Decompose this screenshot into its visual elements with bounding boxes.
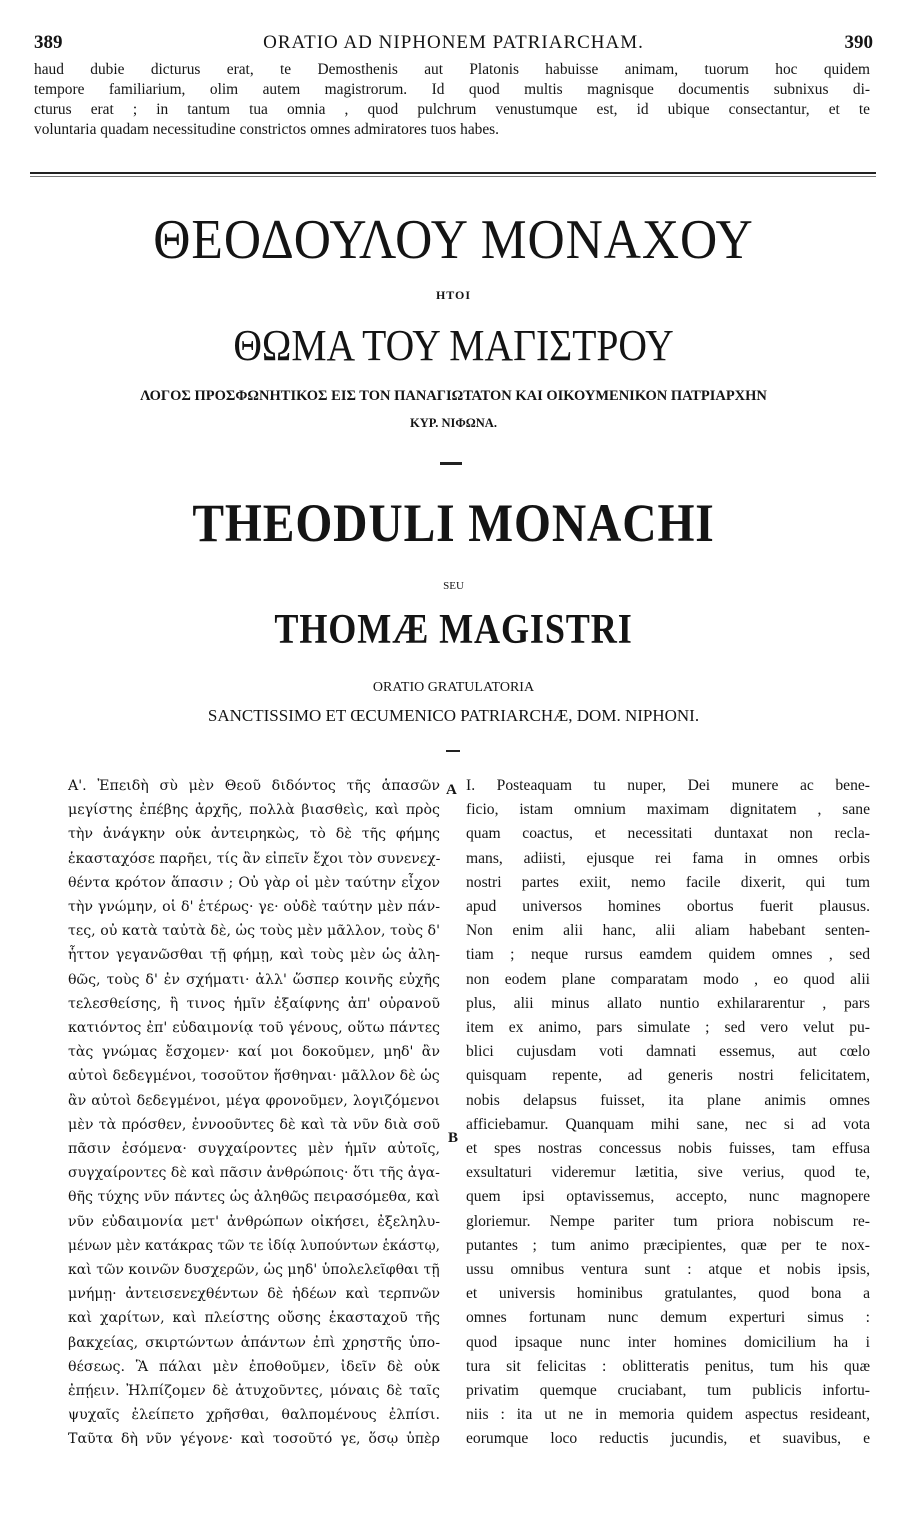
text-line: blici cujusdam voti damnati essemus, aut cœlo: [466, 1043, 870, 1061]
text-line: καὶ χαρίτων, καὶ πλείστης οὔσης ἑκασταχοῦ τῆς: [68, 1310, 440, 1327]
text-line: nostri partes exiit, nemo facile dixerit, qui tum: [466, 873, 870, 891]
margin-marker-b: B: [448, 1130, 459, 1146]
greek-subtitle-addressee: ΚΥΡ. ΝΙΦΩΝΑ.: [410, 416, 497, 430]
text-line: νῦν εὐδαιμονία μετ' ἀνθρώπων οἰκήσει, ἐξεληλυ-: [68, 1213, 440, 1230]
latin-text-column: [466, 774, 870, 1452]
text-line: βακχείας, σκιρτώντων ἁπάντων ἐπὶ χρηστῆς ὑπο-: [68, 1334, 440, 1351]
latin-sub-title: THOMÆ MAGISTRI: [274, 607, 633, 653]
title-dash: [440, 462, 462, 465]
greek-conjunction: ΗΤΟΙ: [435, 288, 472, 302]
text-line: tura sit felicitas : oblitteratis penitus, tum his quæ: [466, 1357, 870, 1375]
section-divider: [30, 172, 876, 174]
previous-text-block: [34, 60, 870, 140]
text-line: Α'. Ἐπειδὴ σὺ μὲν Θεοῦ διδόντος τῆς ἁπασῶν: [68, 778, 440, 794]
text-line: nobis delapsus fuisset, ita plane animis omnes: [466, 1091, 870, 1109]
text-line: gloriemur. Nempe pariter tum priora nobiscum re-: [466, 1212, 870, 1230]
text-line: omnes fortunam nunc demum experturi simus :: [466, 1309, 870, 1327]
text-line: quod ipsaque nunc inter homines domicilium ha i: [466, 1333, 870, 1351]
text-line: exsultaturi videremur lætitia, sive verius, quod te,: [466, 1164, 870, 1182]
text-line: quem ipsi optavissemus, accepto, nunc magnopere: [466, 1188, 870, 1206]
text-line: quisquam repente, ad generis nostri felicitatem,: [466, 1067, 870, 1085]
text-line: apud universos homines obortus fuerit plausus.: [466, 898, 870, 916]
text-line: τὰς γνώμας ἔσχομεν· καί μοι δοκοῦμεν, μηδ' ἂν: [68, 1044, 440, 1061]
text-line: cturus erat ; in tantum tua omnia , quod pulchrum venustumque est, id ubique consectantur, et te: [34, 101, 870, 118]
text-line: item ex animo, pars simulate ; sed vero velut pu-: [466, 1019, 870, 1037]
running-title: ORATIO AD NIPHONEM PATRIARCHAM.: [263, 32, 644, 53]
text-line: πᾶσιν ἐσόμενα· συγχαίροντες μὲν ἡμῖν αὐτοῖς,: [68, 1141, 440, 1158]
text-line: eorumque loco reductis jucundis, et suavibus, e: [466, 1430, 870, 1448]
text-line: τελεσθείσης, ἢ τινος ἡμῖν ἐξαίφνης ἀπ' οὐρανοῦ: [68, 995, 440, 1012]
text-line: niis : ita ut ne in memoria quidem aspectus resideant,: [466, 1406, 870, 1424]
text-line: ἐπῄειν. Ἠλπίζομεν δὲ ἀτυχοῦντες, μόναις δὲ ταῖς: [68, 1383, 440, 1400]
text-line: ficio, istam omnium maximam dignitatem , sane: [466, 801, 870, 819]
text-line: privatim quemque cruciabant, tum publicis infortu-: [466, 1382, 870, 1400]
text-line: αὐτοὶ δεδεγμένοι, τοσοῦτον ἥσθηναι· μᾶλλον δὲ ὡς: [68, 1068, 440, 1085]
text-line: et universis hominibus gratulantes, quod bona a: [466, 1285, 870, 1303]
latin-conjunction: SEU: [443, 580, 464, 592]
text-line: κατιόντος ἐπ' εὐδαιμονίᾳ τοῦ γένους, οὕτω πάντες: [68, 1020, 440, 1037]
text-line: I. Posteaquam tu nuper, Dei munere ac bene-: [466, 777, 870, 794]
text-line: tiam ; neque rursus eamdem quidem omnes , sed: [466, 946, 870, 964]
text-line: ἧττον γεγανῶσθαι τῇ φήμῃ, καὶ τοὺς μὲν ὡς ἀλη-: [68, 947, 440, 964]
greek-sub-title: ΘΩΜΑ ΤΟΥ ΜΑΓΙΣΤΡΟΥ: [233, 321, 674, 370]
text-line: voluntaria quadam necessitudine constrictos omnes admiratores tuos habes.: [34, 121, 500, 138]
text-line: ἑκασταχόσε παρῆει, τίς ἂν εἰπεῖν ἔχοι τὸν συνενεχ-: [68, 850, 441, 867]
text-line: θέντα κρότον ἅπασιν ; Οὐ γὰρ οἱ μὲν ταύτην εἶχον: [68, 874, 440, 891]
text-line: μένων μὲν κατάκρας τῶν τε ἰδίᾳ λυπούντων ἑκάστῳ,: [68, 1237, 440, 1254]
text-line: συγχαίροντες δὲ καὶ πᾶσιν ἀνθρώποις· ὅτι τῆς ἀγα-: [68, 1165, 440, 1182]
text-line: τὴν ἀνάγκην οὐκ ἀντειρηκὼς, τὸ δὲ τῆς φήμης: [68, 826, 440, 843]
greek-text-column: [68, 774, 440, 1452]
text-line: Ταῦτα δὴ νῦν γέγονε· καὶ τοσοῦτό γε, ὅσῳ ὑπὲρ: [68, 1431, 440, 1448]
greek-main-title: ΘΕΟΔΟΥΛΟΥ ΜΟΝΑΧΟΥ: [153, 209, 754, 271]
text-line: mans, adiisti, ejusque rei fama in omnes orbis: [466, 849, 870, 867]
text-line: θέσεως. Ἃ πάλαι μὲν ἐποθοῦμεν, ἰδεῖν δὲ οὐκ: [68, 1358, 440, 1375]
text-line: quam coactus, et necessitati duntaxat non recla-: [466, 825, 870, 843]
title-dash: [446, 750, 460, 752]
text-line: haud dubie dicturus erat, te Demosthenis aut Platonis habuisse animam, tuorum hoc quidem: [34, 61, 870, 78]
text-line: non eodem plane comparatam modo , eo quod alii: [466, 970, 870, 988]
text-line: θῶς, τοὺς δ' ἐν σχήματι· ἀλλ' ὥσπερ κοινῆς εὐχῆς: [68, 971, 440, 988]
section-divider-thin: [30, 176, 876, 177]
text-line: putantes ; tum animo præcipientes, quæ per te nox-: [466, 1236, 870, 1254]
text-line: Non enim alii hanc, alii aliam habebant senten-: [466, 922, 870, 940]
text-line: plus, alii minus allato nuntio exhilararentur , pars: [466, 994, 870, 1012]
text-line: ussu omnibus ventura sunt : atque et nobis ipsis,: [466, 1261, 870, 1279]
greek-subtitle: ΛΟΓΟΣ ΠΡΟΣΦΩΝΗΤΙΚΟΣ ΕΙΣ ΤΟΝ ΠΑΝΑΓΙΩΤΑΤΟΝ ΚΑΙ ΟΙΚΟΥΜΕΝΙΚΟΝ ΠΑΤΡΙΑΡΧΗΝ: [140, 388, 767, 404]
latin-subtitle: ORATIO GRATULATORIA: [372, 680, 535, 695]
text-line: ἂν αὐτοὶ δεδεγμένοι, μέγα φρονοῦμεν, λογιζόμενοι: [68, 1092, 440, 1109]
margin-marker-a: A: [446, 782, 457, 798]
text-line: μνήμῃ· ἀντεισενεχθέντων δὲ ἡδέων καὶ τερπνῶν: [68, 1286, 440, 1303]
page-number-left: 389: [34, 32, 63, 53]
text-line: μὲν τὰ πρόσθεν, ἐννοοῦντες δὲ καὶ τὰ νῦν διὰ σοῦ: [68, 1116, 440, 1133]
text-line: τες, οὐ κατὰ ταὐτὰ δὲ, ὡς τοὺς μὲν μᾶλλον, τοὺς δ': [68, 923, 440, 940]
running-head: [34, 32, 873, 56]
text-line: ψυχαῖς ἐλείπετο χρῆσθαι, θαλπομένους ἐλπίσι.: [68, 1407, 440, 1424]
text-line: et spes nostras concessus nobis fuisses, tam effusa: [466, 1140, 870, 1158]
latin-main-title: THEODULI MONACHI: [192, 493, 715, 553]
page-number-right: 390: [844, 32, 873, 53]
text-line: afficiebamur. Quanquam mihi sane, nec si ad vota: [466, 1115, 870, 1133]
text-line: καὶ τῶν κοινῶν δυσχερῶν, ὡς μηδ' ὑπολελεῖφθαι τῇ: [68, 1262, 440, 1279]
text-line: tempore familiarium, olim autem magistrorum. Id quod multis magnisque documentis subnixus di-: [34, 81, 870, 98]
text-line: θῆς τύχης νῦν πάντες ὡς ἀληθῶς πειρασόμεθα, καὶ: [68, 1189, 440, 1206]
text-line: τὴν γνώμην, οἱ δ' ἑτέρως· γε· οὐδὲ ταύτην μὲν πάν-: [68, 899, 440, 916]
latin-subtitle-addressee: SANCTISSIMO ET ŒCUMENICO PATRIARCHÆ, DOM. NIPHONI.: [207, 706, 700, 725]
text-line: μεγίστης ἐπέβης ἀρχῆς, πολλὰ βιασθεὶς, καὶ πρὸς: [68, 802, 440, 819]
